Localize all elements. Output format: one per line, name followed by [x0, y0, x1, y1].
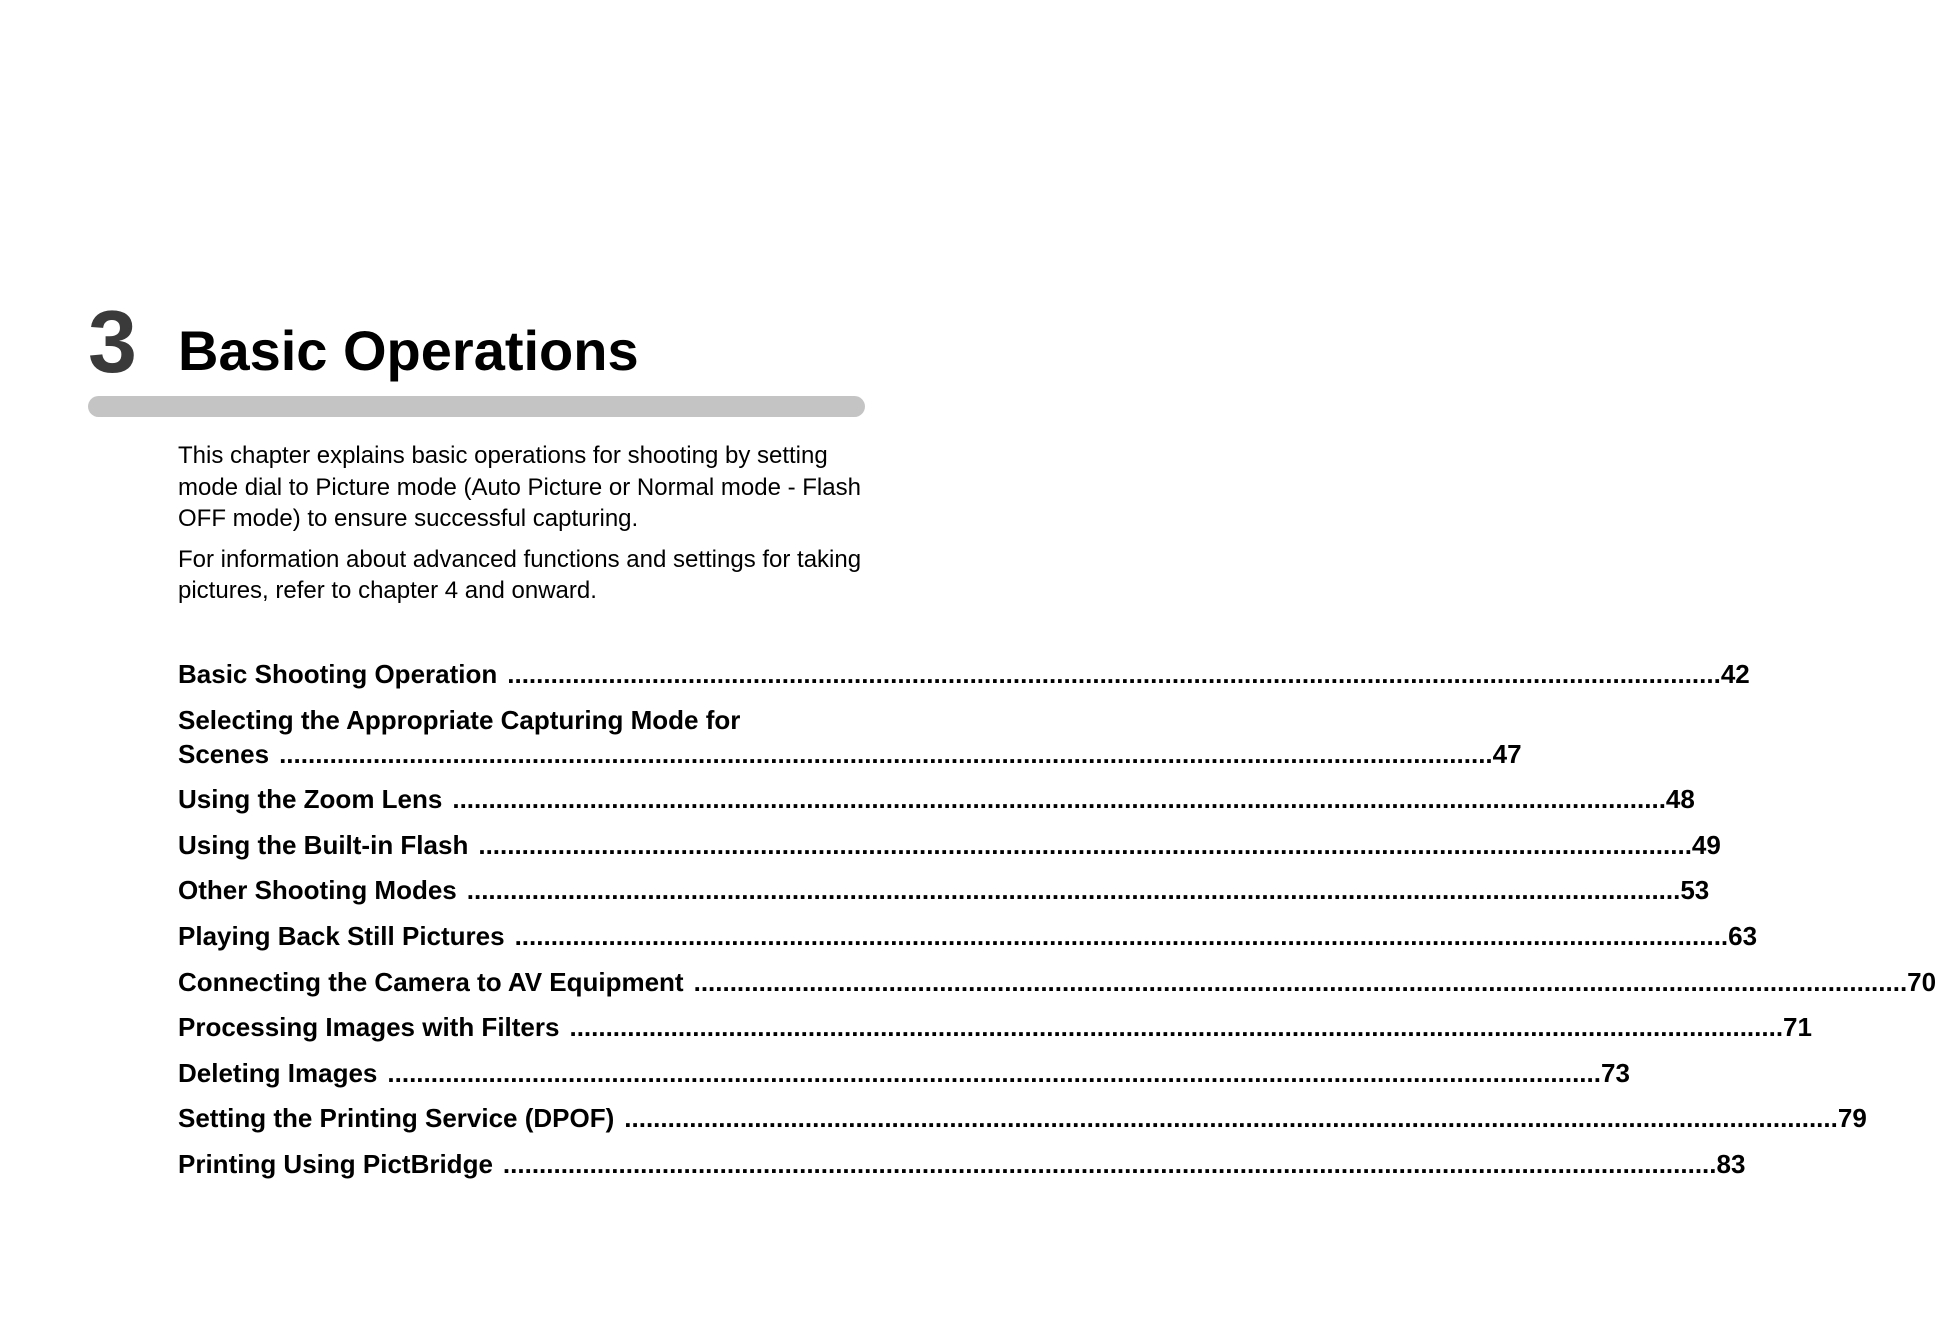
chapter-intro [178, 440, 878, 616]
toc-entry-title-continued: Scenes [178, 738, 270, 769]
toc-page-number: 79 [1837, 1103, 1867, 1134]
toc-entry-title: Other Shooting Modes [178, 875, 457, 906]
toc-entry-selecting-capturing-mode[interactable] [178, 703, 1522, 771]
toc-page-number: 42 [1720, 659, 1750, 689]
intro-paragraph: This chapter explains basic operations for shooting by setting mode dial to Picture mode (Auto Picture or Normal mode - Flash OFF mode) to ensure successful capturing. [178, 442, 861, 532]
toc-entry-title: Basic Shooting Operation [178, 659, 498, 689]
toc-dot-leader: ........................................................................................................................................................................ [466, 875, 1681, 906]
toc-entry-title: Setting the Printing Service (DPOF) [178, 1103, 615, 1134]
toc-page-number: 53 [1680, 875, 1710, 906]
toc-dot-leader: ........................................................................................................................................................................ [514, 920, 1729, 951]
toc-dot-leader: ........................................................................................................................................................................ [478, 829, 1692, 860]
toc-entry-other-shooting-modes[interactable] [178, 873, 1710, 907]
toc-page-number: 71 [1783, 1012, 1812, 1043]
toc-page-number: 48 [1665, 784, 1695, 815]
toc-entry-using-zoom-lens[interactable] [178, 782, 1695, 816]
toc-page-number: 47 [1492, 738, 1522, 769]
chapter-title: Basic Operations [178, 319, 639, 382]
toc-entry-processing-images-filters[interactable] [178, 1010, 1812, 1044]
toc-page-number: 49 [1691, 829, 1721, 860]
toc-page-number: 63 [1728, 920, 1758, 951]
toc-dot-leader: ........................................................................................................................................................................ [507, 659, 1721, 689]
toc-entry-using-built-in-flash[interactable] [178, 828, 1721, 862]
chapter-number: 3 [88, 292, 137, 391]
toc-entry-playing-back-still-pictures[interactable] [178, 919, 1758, 953]
toc-dot-leader: ........................................................................................................................................................................ [279, 738, 1493, 769]
toc-dot-leader: ........................................................................................................................................................................ [502, 1148, 1717, 1179]
toc-entry-title: Processing Images with Filters [178, 1012, 560, 1043]
intro-paragraph: For information about advanced functions and settings for taking pictures, refer to chapter 4 and onward. [178, 545, 862, 604]
toc-entry-basic-shooting-operation[interactable] [178, 657, 1750, 691]
toc-entry-printing-pictbridge[interactable] [178, 1147, 1746, 1181]
toc-page-number: 73 [1600, 1057, 1630, 1088]
toc-entry-title: Selecting the Appropriate Capturing Mode for [178, 704, 741, 735]
toc-entry-title: Printing Using PictBridge [178, 1148, 493, 1179]
toc-dot-leader: ........................................................................................................................................................................ [569, 1012, 1784, 1043]
toc-dot-leader: ........................................................................................................................................................................ [452, 784, 1666, 815]
toc-entry-title: Connecting the Camera to AV Equipment [178, 966, 684, 997]
title-divider-bar [88, 396, 865, 417]
toc-dot-leader: ........................................................................................................................................................................ [624, 1103, 1838, 1134]
toc-entry-connecting-camera-av[interactable] [178, 965, 1936, 999]
toc-entry-printing-service-dpof[interactable] [178, 1101, 1867, 1135]
toc-entry-title: Using the Zoom Lens [178, 784, 443, 815]
table-of-contents [178, 657, 1936, 1193]
toc-dot-leader: ........................................................................................................................................................................ [693, 966, 1908, 997]
toc-dot-leader: ........................................................................................................................................................................ [387, 1057, 1601, 1088]
toc-entry-title: Using the Built-in Flash [178, 829, 469, 860]
toc-entry-title: Deleting Images [178, 1057, 378, 1088]
toc-entry-deleting-images[interactable] [178, 1056, 1630, 1090]
toc-page-number: 70 [1907, 966, 1936, 997]
toc-page-number: 83 [1716, 1148, 1746, 1179]
toc-entry-title: Playing Back Still Pictures [178, 920, 505, 951]
